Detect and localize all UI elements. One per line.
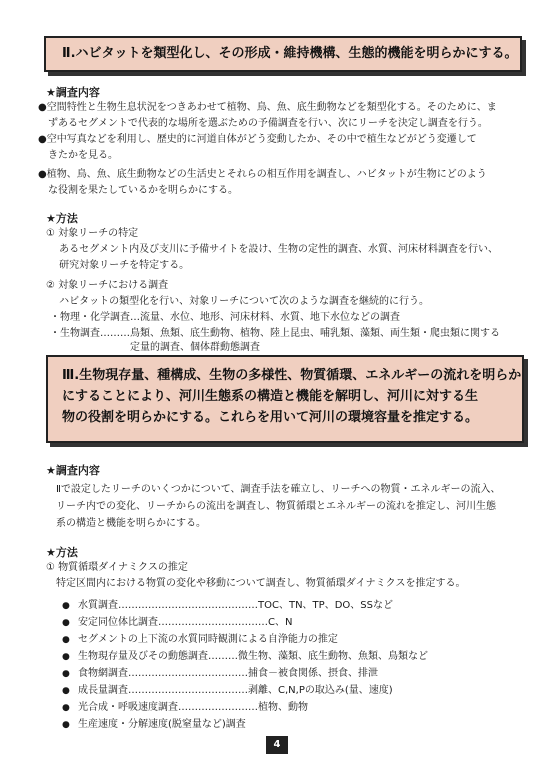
section2-survey-line: な役割を果たしているかを明らかにする。 xyxy=(38,185,238,196)
section3-banner-line: 物の役割を明らかにする。これらを用いて河川の環境容量を推定する。 xyxy=(62,410,479,425)
section2-survey-heading: ★調査内容 xyxy=(46,86,100,99)
section2-method-line: 定量的調査、個体群動態調査 xyxy=(50,342,260,353)
bullet-icon: ● xyxy=(62,635,70,645)
section2-method-line: ① 対象リーチの特定 xyxy=(46,228,139,239)
section2-banner: Ⅱ.ハビタットを類型化し、その形成・維持機構、生態的機能を明らかにする。 xyxy=(44,36,522,72)
section3-bullet-item xyxy=(62,683,393,699)
bullet-text: セグメントの上下流の水質同時観測による自浄能力の推定 xyxy=(78,634,338,645)
section2-method-line: ② 対象リーチにおける調査 xyxy=(46,280,169,291)
section2-method-line: あるセグメント内及び支川に予備サイトを設け、生物の定性的調査、水質、河床材料調査を行い、 xyxy=(46,244,498,255)
bullet-text: 生産速度・分解速度(脱窒量など)調査 xyxy=(78,719,246,730)
bullet-icon: ● xyxy=(62,601,70,611)
section2-method-heading: ★方法 xyxy=(46,212,78,225)
section3-method-line: ① 物質循環ダイナミクスの推定 xyxy=(46,562,188,573)
bullet-icon: ● xyxy=(62,703,70,713)
section3-method-heading: ★方法 xyxy=(46,546,78,559)
section3-survey-heading: ★調査内容 xyxy=(46,464,100,477)
section2-survey-line: ●植物、鳥、魚、底生動物などの生活史とそれらの相互作用を調査し、ハビタットが生物にどのよう xyxy=(38,169,487,180)
section3-bullet-item xyxy=(62,666,378,682)
section2-survey-line: きたかを見る。 xyxy=(38,150,118,161)
section2-method-line: ・物理・化学調査…流量、水位、地形、河床材料、水質、地下水位などの調査 xyxy=(50,312,400,323)
section3-survey-line: Ⅱで設定したリーチのいくつかについて、調査手法を確立し、リーチへの物質・エネルギーの流入、 xyxy=(56,484,501,495)
bullet-icon: ● xyxy=(62,618,70,628)
bullet-text: 成長量調査………………………………剥離、C,N,Pの取込み(量、速度) xyxy=(78,685,393,696)
section3-bullet-item xyxy=(62,598,393,614)
section3-bullet-item xyxy=(62,615,292,631)
section3-bullet-item xyxy=(62,700,308,716)
section2-survey-line: ●空間特性と生物生息状況をつきあわせて植物、鳥、魚、底生動物などを類型化する。そのために、ま xyxy=(38,102,497,113)
bullet-icon: ● xyxy=(62,720,70,730)
section3-banner-line: Ⅲ.生物現存量、種構成、生物の多様性、物質循環、エネルギーの流れを明らか xyxy=(62,368,522,383)
section2-method-line: ・生物調査………鳥類、魚類、底生動物、植物、陸上昆虫、哺乳類、藻類、両生類・爬虫類に関する xyxy=(50,328,500,339)
section2-method-line: 研究対象リーチを特定する。 xyxy=(46,260,190,271)
section3-bullet-item xyxy=(62,632,338,648)
bullet-text: 生物現存量及びその動態調査………微生物、藻類、底生動物、魚類、鳥類など xyxy=(78,651,428,662)
bullet-text: 水質調査……………………………………TOC、TN、TP、DO、SSなど xyxy=(78,600,393,611)
bullet-icon: ● xyxy=(62,669,70,679)
section2-survey-line: ●空中写真などを利用し、歴史的に河道自体がどう変動したか、その中で植生などがどう変遷して xyxy=(38,134,477,145)
bullet-icon: ● xyxy=(62,652,70,662)
section3-survey-line: 系の構造と機能を明らかにする。 xyxy=(56,518,206,529)
section3-method-line: 特定区間内における物質の変化や移動について調査し、物質循環ダイナミクスを推定する。 xyxy=(46,578,466,589)
bullet-text: 食物網調査………………………………捕食－被食関係、摂食、排泄 xyxy=(78,668,378,679)
section2-survey-line: ずあるセグメントで代表的な場所を選ぶための予備調査を行い、次にリーチを決定し調査を行う。 xyxy=(38,118,488,129)
bullet-text: 安定同位体比調査……………………………C、N xyxy=(78,617,293,628)
section2-method-line: ハビタットの類型化を行い、対象リーチについて次のような調査を継続的に行う。 xyxy=(46,296,429,307)
bullet-text: 光合成・呼吸速度調査……………………植物、動物 xyxy=(78,702,308,713)
bullet-icon: ● xyxy=(62,686,70,696)
section3-bullet-item xyxy=(62,717,246,733)
page-number: 4 xyxy=(266,736,288,754)
section3-survey-line: リーチ内での変化、リーチからの流出を調査し、物質循環とエネルギーの流れを推定し、河川生態 xyxy=(56,501,496,512)
section3-bullet-item xyxy=(62,649,428,665)
section3-banner xyxy=(46,355,524,443)
section3-banner-line: にすることにより、河川生態系の構造と機能を解明し、河川に対する生 xyxy=(62,389,479,404)
